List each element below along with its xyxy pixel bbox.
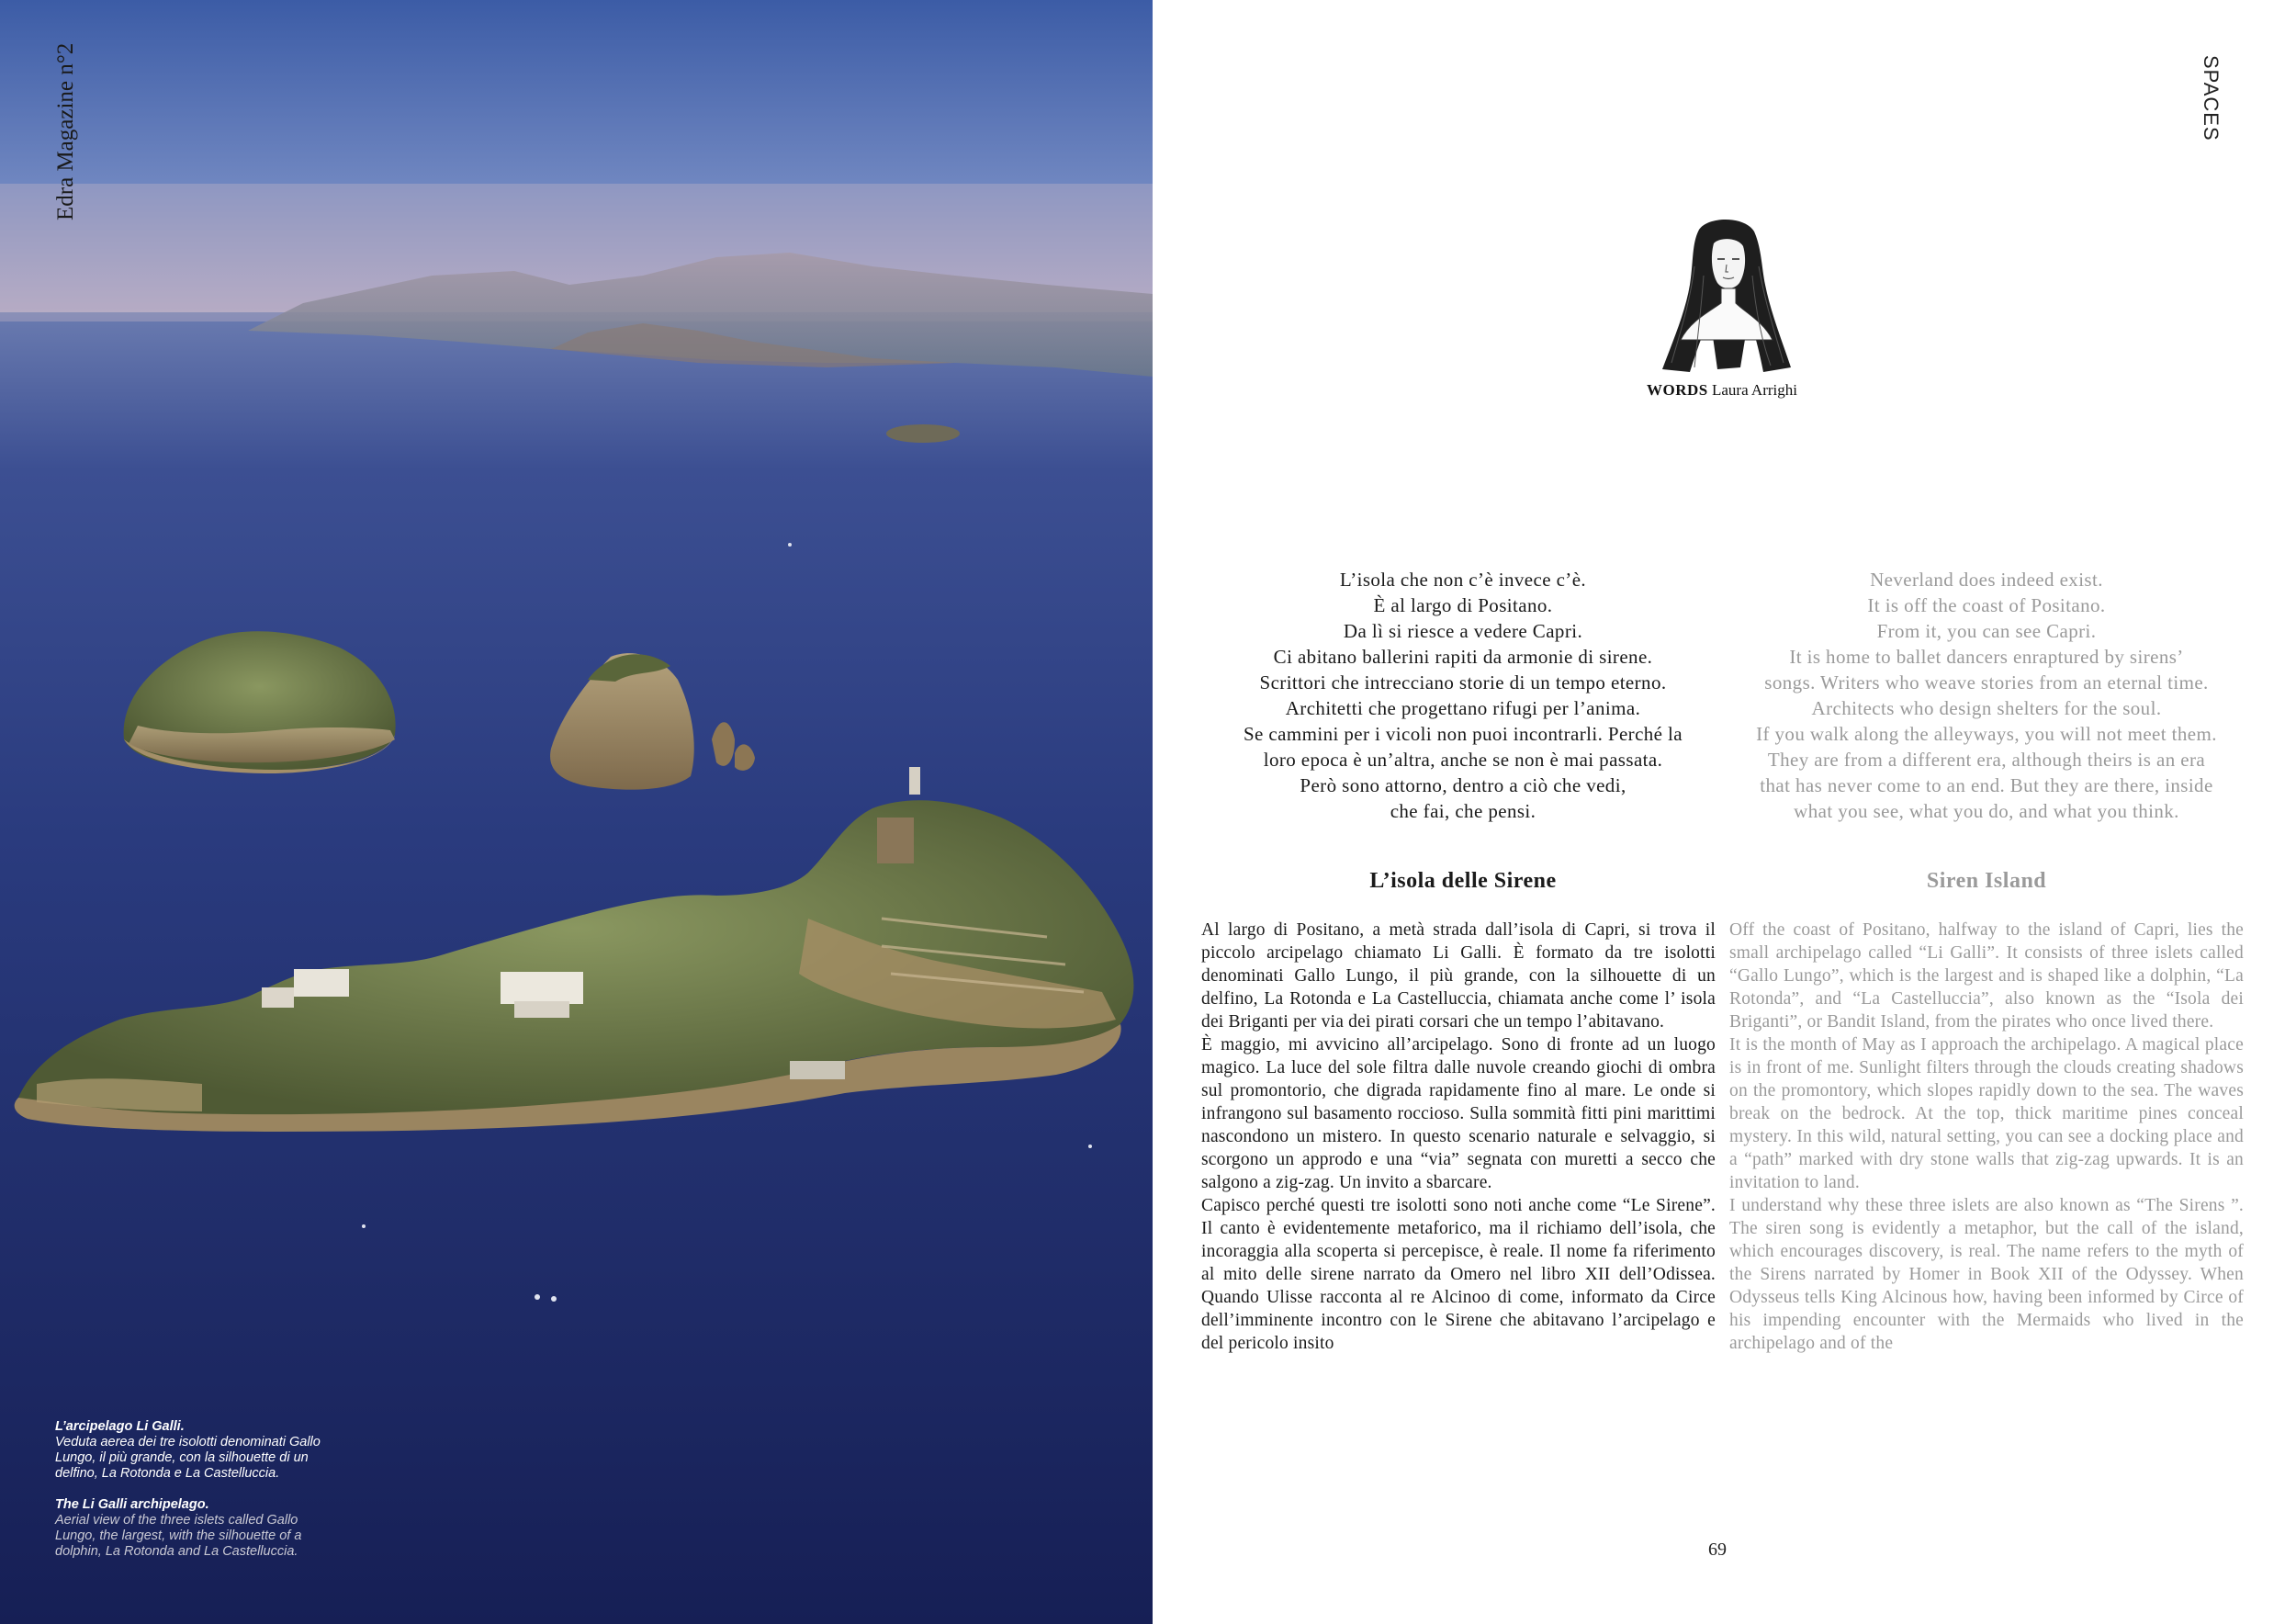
poem-line: Architects who design shelters for the soul. (1811, 697, 2162, 719)
poem-line: Neverland does indeed exist. (1870, 569, 2103, 591)
poem-line: songs. Writers who weave stories from an eternal time. (1764, 671, 2209, 694)
poem-line: It is off the coast of Positano. (1867, 594, 2106, 616)
section-label: SPACES (2200, 55, 2223, 141)
poem-line: Ci abitano ballerini rapiti da armonie di sirene. (1273, 646, 1653, 668)
magazine-issue-label: Edra Magazine n°2 (53, 42, 78, 220)
poem-line: Scrittori che intrecciano storie di un tempo eterno. (1259, 671, 1667, 694)
paragraph: It is the month of May as I approach the archipelago. A magical place is in front of me. Sunlight filters through the clouds creating shadows on the promontory, which slopes rapidly down to the sea. The waves break on the bedrock. At the top, thick maritime pines conceal mystery. In this wild, natural setting, you can see a docking place and a “path” marked with dry stone walls that zig-zag upwards. It is an invitation to land. (1729, 1035, 2244, 1192)
paragraph: Al largo di Positano, a metà strada dall’isola di Capri, si trova il piccolo arcipelago chiamato Li Galli. È formato da tre isolotti denominati Gallo Lungo, il più grande, con la silhouette di un delfino, La Rotonda e La Castelluccia, chiamata anche come l’ isola dei Briganti per via dei pirati corsari che un tempo l’abitavano. (1201, 920, 1716, 1032)
article-body-english (1729, 919, 2244, 1355)
poem-line: loro epoca è un’altra, anche se non è mai passata. (1263, 749, 1663, 771)
article-body-italian (1201, 919, 1716, 1355)
poem-line: It is home to ballet dancers enraptured by sirens’ (1789, 646, 2184, 668)
paragraph: Capisco perché questi tre isolotti sono noti anche come “Le Sirene”. Il canto è evidentemente metaforico, ma il richiamo dell’isola, che incoraggia alla scoperta si percepisce, è reale. Il nome fa riferimento al mito delle sirene narrato da Omero nel libro XII dell’Odissea. Quando Ulisse racconta al re Alcinoo di come, informato da Circe dell’imminente incontro con le Sirene che abitavano l’arcipelago e del pericolo insito (1201, 1196, 1716, 1353)
caption-title-en: The Li Galli archipelago. (55, 1497, 209, 1512)
poem-english (1725, 567, 2248, 824)
poem-line: Se cammini per i vicoli non puoi incontrarli. Perché la (1243, 723, 1683, 745)
poem-line: Però sono attorno, dentro a ciò che vedi, (1300, 774, 1626, 796)
author-portrait-illustration (1653, 211, 1795, 377)
photo-caption (55, 1419, 321, 1560)
caption-body-en: Aerial view of the three islets called Gallo Lungo, the largest, with the silhouette of a dolphin, La Rotonda and La Castelluccia. (55, 1513, 302, 1559)
poem-line: that has never come to an end. But they are there, inside (1760, 774, 2213, 796)
poem-line: If you walk along the alleyways, you will not meet them. (1756, 723, 2217, 745)
poem-line: Architetti che progettano rifugi per l’anima. (1285, 697, 1641, 719)
article-heading-italian: L’isola delle Sirene (1369, 869, 1557, 893)
byline-author: Laura Arrighi (1711, 381, 1797, 399)
poem-italian (1201, 567, 1725, 824)
page-number: 69 (1708, 1539, 1727, 1560)
paragraph: È maggio, mi avvicino all’arcipelago. Sono di fronte ad un luogo magico. La luce del sole filtra dalle nuvole creando giochi di ombra sul promontorio, che digrada rapidamente fino al mare. Le onde si infrangono sul basamento roccioso. Sulla sommità fitti pini marittimi nascondono un mistero. In questo scenario naturale e selvaggio, si scorgono un approdo e una “via” segnata con muretti a secco che salgono a zig-zag. Un invito a sbarcare. (1201, 1035, 1716, 1192)
byline (1561, 381, 1883, 400)
caption-title-it: L’arcipelago Li Galli. (55, 1419, 185, 1434)
paragraph: Off the coast of Positano, halfway to the island of Capri, lies the small archipelago called “Li Galli”. It consists of three islets called “Gallo Lungo”, which is the largest and is shaped like a dolphin, “La Rotonda”, and “La Castelluccia”, also known as the “Isola dei Briganti”, or Bandit Island, from the pirates who once lived there. (1729, 920, 2244, 1032)
poem-line: che fai, che pensi. (1390, 800, 1536, 822)
caption-body-it: Veduta aerea dei tre isolotti denominati Gallo Lungo, il più grande, con la silhouette di un delfino, La Rotonda e La Castelluccia. (55, 1435, 321, 1481)
poem-line: They are from a different era, although theirs is an era (1767, 749, 2206, 771)
poem-line: From it, you can see Capri. (1876, 620, 2097, 642)
poem-line: È al largo di Positano. (1373, 594, 1553, 616)
paragraph: I understand why these three islets are also known as “The Sirens ”. The siren song is evidently a metaphor, but the call of the island, which encourages discovery, is real. The name refers to the myth of the Sirens narrated by Homer in Book XII of the Odyssey. When Odysseus tells King Alcinous how, having been informed by Circe of his impending encounter with the Mermaids who lived in the archipelago and of the (1729, 1196, 2244, 1353)
poem-line: Da lì si riesce a vedere Capri. (1343, 620, 1583, 642)
poem-line: what you see, what you do, and what you think. (1794, 800, 2179, 822)
byline-label: WORDS (1647, 381, 1708, 399)
poem-line: L’isola che non c’è invece c’è. (1339, 569, 1587, 591)
article-heading-english: Siren Island (1926, 869, 2047, 893)
